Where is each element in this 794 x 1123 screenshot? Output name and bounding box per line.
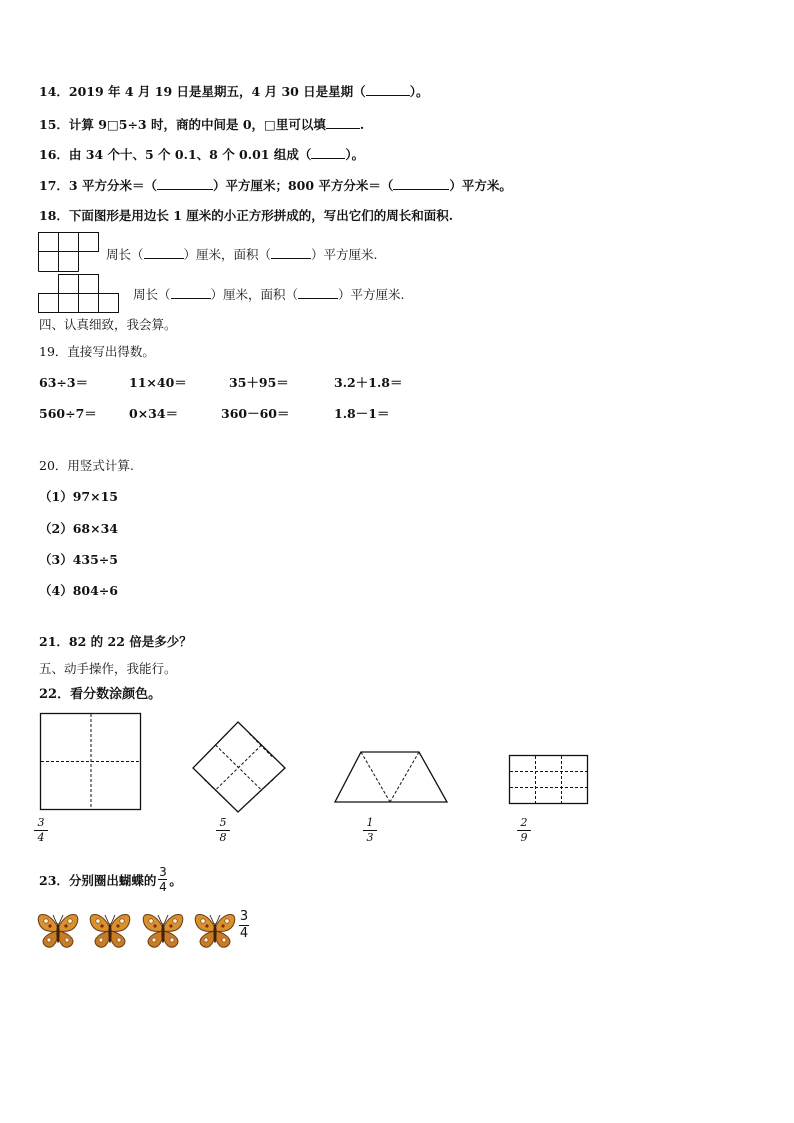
question-21: 21．82 的 22 倍是多少？ bbox=[39, 634, 192, 649]
answer-blank[interactable] bbox=[298, 286, 338, 299]
inline-fraction: $\frac{3}{4}$ bbox=[159, 865, 167, 894]
shape-diamond-eighths bbox=[191, 721, 287, 813]
butterfly-fraction-label: 3 4 bbox=[239, 909, 249, 941]
question-23: 23．分别圈出蝴蝶的 $\frac{3}{4}$ 。 bbox=[39, 865, 182, 894]
vertical-calc-item: （2）68×34 bbox=[39, 521, 118, 536]
fraction-3-4: 3 4 bbox=[34, 817, 48, 844]
answer-blank[interactable] bbox=[144, 246, 184, 259]
fraction-5-8: 5 8 bbox=[216, 817, 230, 844]
question-18: 18．下面图形是用边长 1 厘米的小正方形拼成的，写出它们的周长和面积. bbox=[39, 208, 454, 223]
calc-item: 560÷7＝ bbox=[39, 406, 97, 421]
calc-item: 11×40＝ bbox=[129, 375, 187, 390]
question-22: 22．看分数涂颜色。 bbox=[39, 687, 162, 702]
section-4-heading: 四、认真细致，我会算。 bbox=[39, 317, 177, 332]
fraction-1-3: 1 3 bbox=[363, 817, 377, 844]
answer-blank[interactable] bbox=[171, 286, 211, 299]
butterfly-icon bbox=[194, 911, 236, 951]
section-5-heading: 五、动手操作，我能行。 bbox=[39, 661, 177, 676]
question-19: 19．直接写出得数。 bbox=[39, 344, 155, 359]
butterfly-icon bbox=[142, 911, 184, 951]
q18-row-2: 周长（ ）厘米，面积（ ）平方厘米. bbox=[133, 287, 405, 302]
question-15: 15．计算 9□5÷3 时，商的中间是 0，□里可以填 . bbox=[39, 117, 365, 132]
grid-figure-1 bbox=[38, 232, 100, 272]
calc-item: 0×34＝ bbox=[129, 406, 179, 421]
butterfly-icon bbox=[37, 911, 79, 951]
answer-blank[interactable] bbox=[393, 177, 449, 190]
calc-item: 1.8－1＝ bbox=[334, 406, 390, 421]
question-17: 17．3 平方分米＝（ ）平方厘米；800 平方分米＝（ ）平方米。 bbox=[39, 178, 512, 193]
question-14: 14．2019 年 4 月 19 日是星期五，4 月 30 日是星期（ ）。 bbox=[39, 84, 429, 99]
shape-square-quarters bbox=[40, 713, 142, 811]
answer-blank[interactable] bbox=[366, 83, 410, 96]
calc-item: 3.2＋1.8＝ bbox=[334, 375, 403, 390]
question-16: 16．由 34 个十、5 个 0.1、8 个 0.01 组成（ ）。 bbox=[39, 147, 365, 162]
answer-blank[interactable] bbox=[271, 246, 311, 259]
answer-blank[interactable] bbox=[157, 177, 213, 190]
answer-blank[interactable] bbox=[311, 146, 345, 159]
fraction-2-9: 2 9 bbox=[517, 817, 531, 844]
calc-item: 63÷3＝ bbox=[39, 375, 89, 390]
shape-rectangle-ninths bbox=[509, 755, 589, 805]
vertical-calc-item: （3）435÷5 bbox=[39, 552, 118, 567]
shape-trapezoid-thirds bbox=[333, 751, 449, 804]
question-20: 20．用竖式计算. bbox=[39, 458, 134, 473]
butterfly-icon bbox=[89, 911, 131, 951]
vertical-calc-item: （1）97×15 bbox=[39, 489, 118, 504]
answer-blank[interactable] bbox=[326, 116, 360, 129]
q18-row-1: 周长（ ）厘米，面积（ ）平方厘米. bbox=[106, 247, 378, 262]
grid-figure-2 bbox=[38, 274, 120, 314]
calc-item: 35＋95＝ bbox=[229, 375, 289, 390]
vertical-calc-item: （4）804÷6 bbox=[39, 583, 118, 598]
calc-item: 360－60＝ bbox=[221, 406, 290, 421]
